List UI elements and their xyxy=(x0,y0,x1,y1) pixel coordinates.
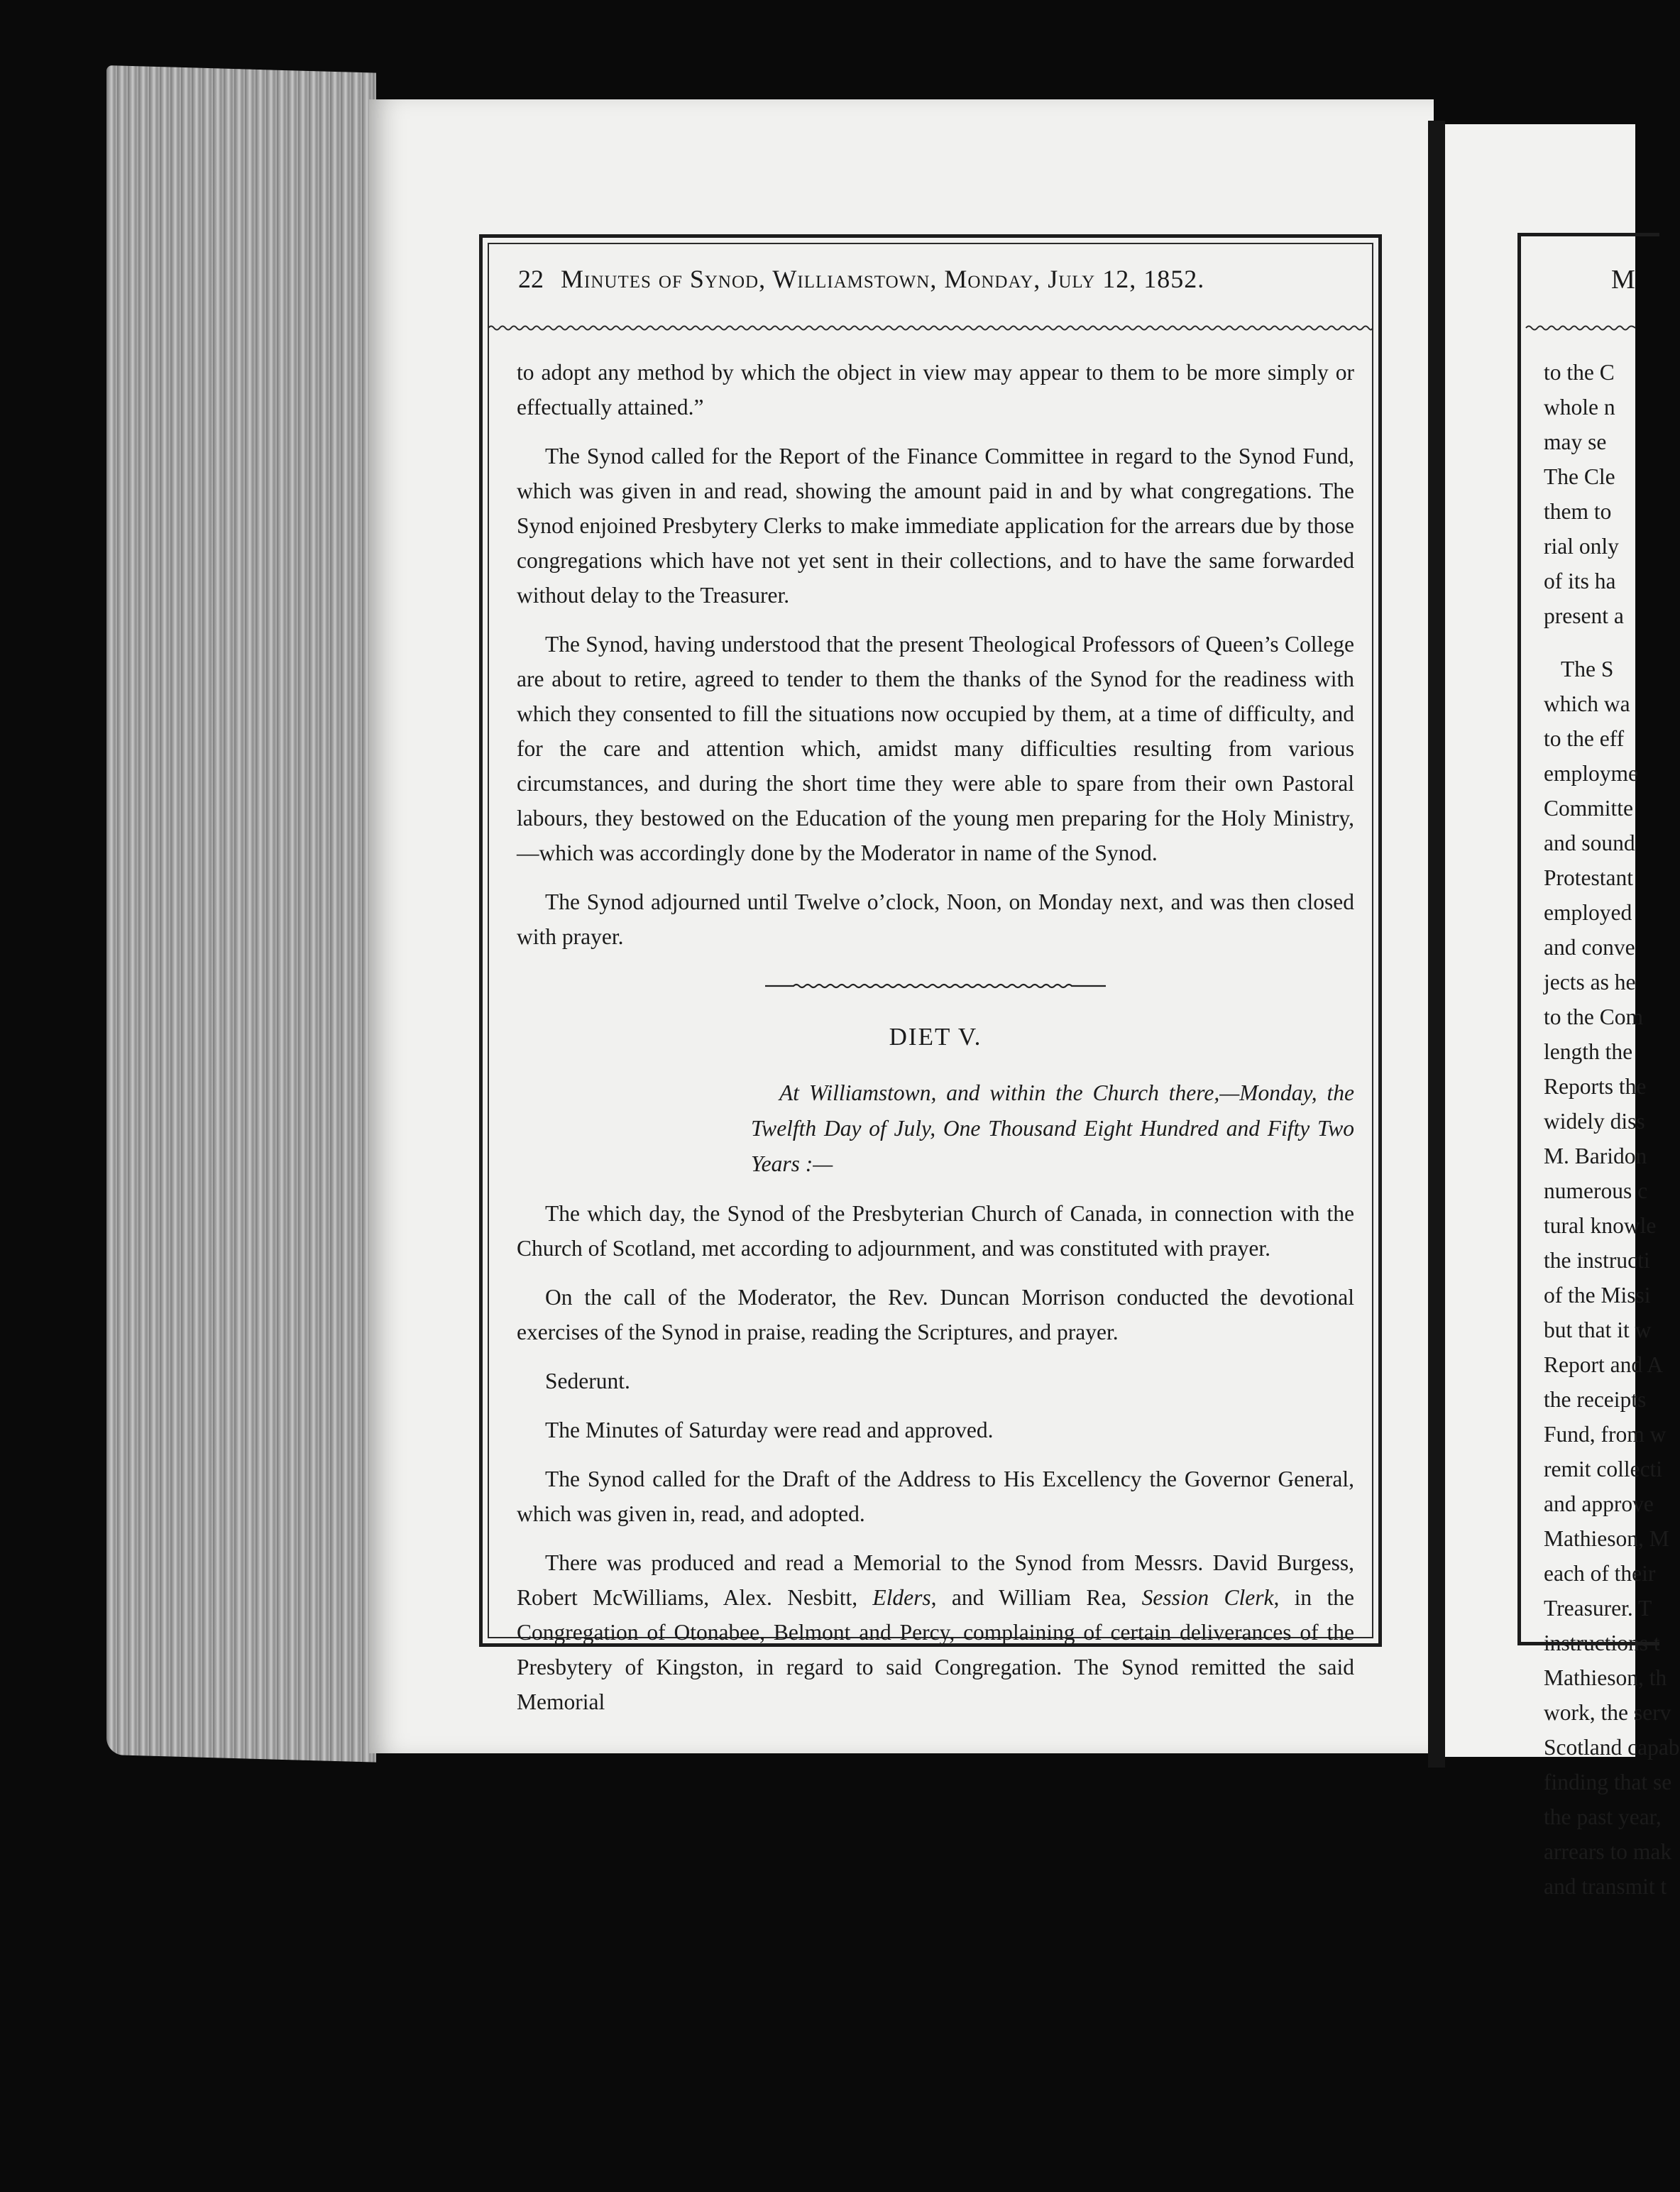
running-title: Minutes of Synod, Williamstown, Monday, July 12, 1852. xyxy=(561,265,1205,293)
text-line: to the eff xyxy=(1544,726,1625,751)
text-line: and sound xyxy=(1544,831,1635,855)
text-line: Mathieson, th xyxy=(1544,1665,1667,1690)
text-line: to the C xyxy=(1544,360,1615,385)
text-line: employed xyxy=(1544,900,1632,925)
sederunt-line: Sederunt. xyxy=(545,1369,630,1393)
paragraph: There was produced and read a Memorial to the Synod from Messrs. David Burgess, Robert McWilliams, Alex. Nesbitt, Elders, and William Rea, Session Clerk, in the Congregation of Otonabee, Belmont and Percy, complaining of certain deliverances of the Presbytery of Kingston, in regard to said Congregation. The Synod remitted the said Memorial xyxy=(517,1550,1354,1714)
text-line: M. Baridon xyxy=(1544,1144,1647,1168)
text-line: rial only xyxy=(1544,534,1619,559)
text-line: The Cle xyxy=(1544,464,1615,489)
text-line: Mathieson, M xyxy=(1544,1526,1669,1551)
right-page-text xyxy=(1544,355,1680,1904)
wavy-rule xyxy=(488,324,1373,332)
paragraph: The Synod called for the Draft of the Address to His Excellency the Governor General, which was given in, read, and adopted. xyxy=(517,1467,1354,1526)
text-line: instructions t xyxy=(1544,1631,1660,1655)
text-line: may se xyxy=(1544,429,1607,454)
paragraph: The Synod called for the Report of the Finance Committee in regard to the Synod Fund, which was given in and read, showing the amount paid in and by what congregations. The Synod enjoined Presbytery Clerks to make immediate application for the arrears due by those congregations which have not yet sent in their collections, and to have the same forwarded without delay to the Treasurer. xyxy=(517,444,1354,608)
book-gutter xyxy=(1428,121,1445,1768)
text-line: them to xyxy=(1544,499,1612,524)
text-line: the instructi xyxy=(1544,1248,1650,1273)
text-line: length the xyxy=(1544,1039,1633,1064)
text-line: The S xyxy=(1561,657,1614,681)
text-line: which wa xyxy=(1544,691,1630,716)
right-running-title: M xyxy=(1611,265,1635,295)
paragraph: to adopt any method by which the object in view may appear to them to be more simply or effectually attained.” xyxy=(517,360,1354,420)
text-line: employme xyxy=(1544,761,1638,786)
text-line: widely diss xyxy=(1544,1109,1645,1134)
paragraph: The which day, the Synod of the Presbyterian Church of Canada, in connection with the Church of Scotland, met according to adjournment, and was constituted with prayer. xyxy=(517,1201,1354,1261)
running-head xyxy=(518,264,1356,307)
text-line: Scotland capab xyxy=(1544,1735,1680,1760)
text-line: work, the serv xyxy=(1544,1700,1671,1725)
left-page-text xyxy=(517,355,1354,1733)
text-line: present a xyxy=(1544,603,1624,628)
text-line: numerous c xyxy=(1544,1178,1648,1203)
paragraph: On the call of the Moderator, the Rev. Duncan Morrison conducted the devotional exercises of the Synod in praise, reading the Scriptures, and prayer. xyxy=(517,1285,1354,1344)
ornamental-rule xyxy=(765,981,1106,991)
text-line: Treasurer. T xyxy=(1544,1596,1652,1621)
text-line: to the Com xyxy=(1544,1004,1643,1029)
text-line: remit collecti xyxy=(1544,1457,1663,1481)
text-line: and approve xyxy=(1544,1491,1654,1516)
text-line: Fund, from w xyxy=(1544,1422,1667,1447)
paragraph: The Minutes of Saturday were read and approved. xyxy=(545,1418,994,1442)
diet-heading: DIET V. xyxy=(889,1023,982,1051)
text-line: arrears to mak xyxy=(1544,1839,1672,1864)
text-line: tural knowle xyxy=(1544,1213,1657,1238)
text-line: and transmit t xyxy=(1544,1874,1667,1899)
text-line: but that it w xyxy=(1544,1317,1652,1342)
page-number: 22 xyxy=(518,265,544,293)
right-wavy-rule xyxy=(1526,324,1635,332)
text-line: Committe xyxy=(1544,796,1633,821)
paragraph: The Synod, having understood that the present Theological Professors of Queen’s College are about to retire, agreed to tender to them the thanks of the Synod for the readiness with which they consented to fill the situations now occupied by them, at a time of difficulty, and for the care and attention which, amidst many difficulties resulting from various circumstances, and during the short time they were able to spare from their own Pastoral labours, they bestowed on the Education of the young men preparing for the Holy Ministry,—which was accordingly done by the Moderator in name of the Synod. xyxy=(517,632,1354,865)
text-line: whole n xyxy=(1544,395,1615,420)
text-line: each of their xyxy=(1544,1561,1656,1586)
text-line: jects as he xyxy=(1544,970,1636,994)
text-line: of its ha xyxy=(1544,569,1616,593)
text-line: Report and A xyxy=(1544,1352,1663,1377)
text-line: and conve xyxy=(1544,935,1635,960)
paragraph: The Synod adjourned until Twelve o’clock, Noon, on Monday next, and was then closed with prayer. xyxy=(517,889,1354,949)
text-line: of the Missi xyxy=(1544,1283,1651,1308)
text-line: the receipts xyxy=(1544,1387,1647,1412)
paragraph-gap xyxy=(1544,633,1635,652)
diet-preamble: At Williamstown, and within the Church there,—Monday, the Twelfth Day of July, One Thousand Eight Hundred and Fifty Two Years :— xyxy=(751,1080,1354,1176)
book-page-edges xyxy=(106,65,376,1763)
text-line: the past year, xyxy=(1544,1804,1662,1829)
text-line: Protestant xyxy=(1544,865,1633,890)
text-line: finding that se xyxy=(1544,1770,1672,1794)
text-line: Reports the xyxy=(1544,1074,1647,1099)
